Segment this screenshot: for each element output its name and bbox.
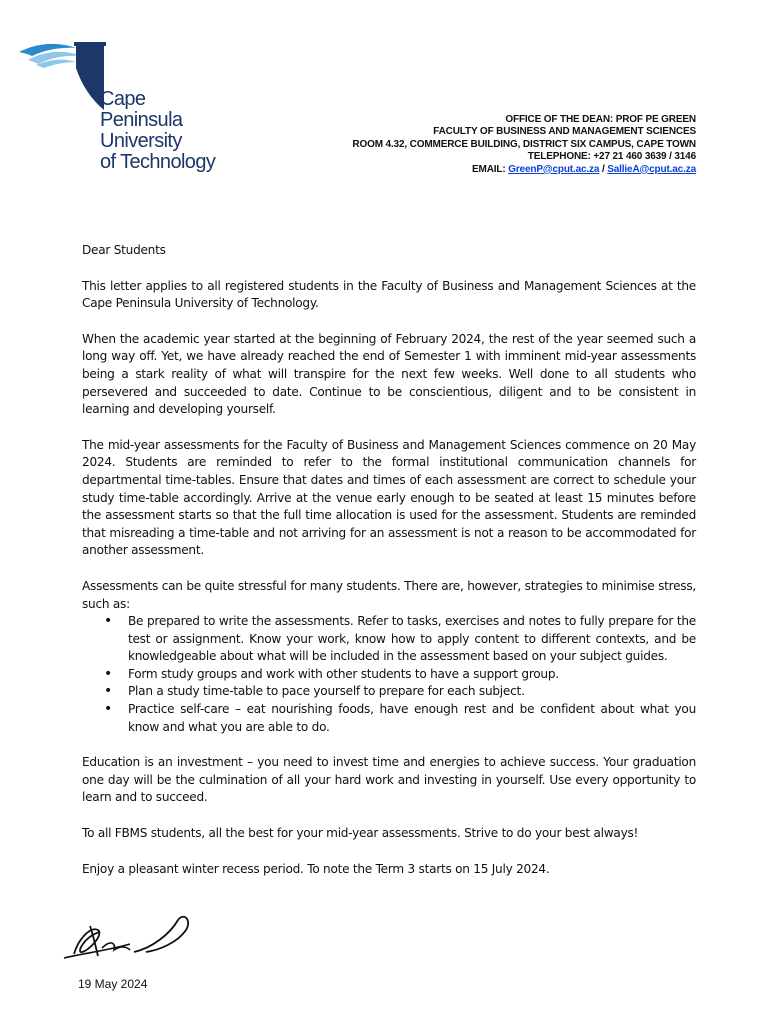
paragraph-academic-year: When the academic year started at the beginning of February 2024, the rest of the year seemed such a long way off. Yet, we have already reached the end of Semester 1 with imminent mid-year assessments being a stark reality of what will transpire for the next few weeks. Well done to all students who persevered and succeeded to date. Continue to be conscientious, diligent and to be consistent in learning and developing yourself. (82, 331, 696, 417)
paragraph-assessment-schedule: The mid-year assessments for the Faculty of Business and Management Sciences commence on 20 May 2024. Students are reminded to refer to the formal institutional communication channels for departmental time-tables. Ensure that dates and times of each assessment are correct to schedule your study time-table accordingly. Arrive at the venue early enough to be seated at least 15 minutes before the assessment starts so that the full time allocation is used for the assessment. Students are reminded that misreading a time-table and not arriving for an assessment is not a reason to be accommodated for another assessment. (82, 437, 696, 558)
office-telephone: TELEPHONE: +27 21 460 3639 / 3146 (527, 151, 696, 163)
logo-line-peninsula: Peninsula (100, 109, 183, 131)
university-name (100, 89, 215, 173)
logo-line-technology: of Technology (100, 151, 216, 173)
paragraph-winter-recess: Enjoy a pleasant winter recess period. To note the Term 3 starts on 15 July 2024. (82, 861, 550, 876)
paragraph-education-investment: Education is an investment – you need to invest time and energies to achieve success. Your graduation one day will be the culmination of all your hard work and investing in yourself. Use every opportunity to learn and to succeed. (82, 755, 696, 805)
list-item: • Be prepared to write the assessments. Refer to tasks, exercises and notes to fully prepare for the test or assignment. Know your work, know how to apply content to different contexts, and be knowledgeable about what will be included in the assessment based on your subject guides. (128, 613, 696, 666)
office-title: OFFICE OF THE DEAN: PROF PE GREEN (505, 114, 696, 125)
office-email (352, 164, 696, 176)
strategies-list (82, 613, 696, 736)
paragraph-best-wishes: To all FBMS students, all the best for your mid-year assessments. Strive to do your best always! (82, 826, 639, 841)
signature (60, 910, 200, 970)
faculty-name: FACULTY OF BUSINESS AND MANAGEMENT SCIENCES (433, 126, 696, 138)
logo-line-university: University (100, 130, 182, 152)
email-label: EMAIL: (472, 163, 506, 175)
office-header (352, 114, 696, 176)
list-item: • Form study groups and work with other students to have a support group. (128, 666, 696, 684)
office-address: ROOM 4.32, COMMERCE BUILDING, DISTRICT SIX CAMPUS, CAPE TOWN (352, 138, 696, 150)
paragraph-intro: This letter applies to all registered students in the Faculty of Business and Management Sciences at the Cape Peninsula University of Technology. (82, 278, 696, 311)
letter-date: 19 May 2024 (78, 977, 148, 991)
letter-body (82, 242, 696, 896)
list-item: • Practice self-care – eat nourishing foods, have enough rest and be confident about what you know and what you are able to do. (128, 701, 696, 736)
cput-logo (14, 38, 254, 188)
email-link-greenp[interactable]: GreenP@cput.ac.za (508, 163, 600, 175)
logo-line-cape: Cape (100, 88, 146, 110)
list-item: • Plan a study time-table to pace yourself to prepare for each subject. (128, 683, 696, 701)
salutation: Dear Students (82, 243, 166, 257)
email-separator: / (601, 163, 605, 175)
email-link-salliea[interactable]: SallieA@cput.ac.za (607, 163, 696, 175)
paragraph-stress-strategies: Assessments can be quite stressful for many students. There are, however, strategies to minimise stress, such as: (82, 578, 696, 611)
